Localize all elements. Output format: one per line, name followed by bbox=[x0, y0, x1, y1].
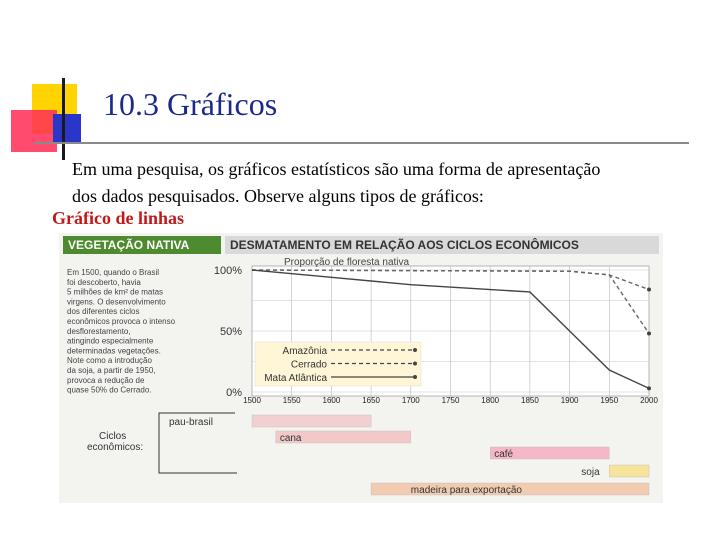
x-tick-label: 1500 bbox=[243, 396, 261, 405]
side-note-line: econômicos provoca o intenso bbox=[67, 317, 176, 326]
side-note-line: provoca a redução de bbox=[67, 375, 145, 385]
cycle-label-4: madeira para exportação bbox=[410, 485, 522, 496]
cycle-bar-0 bbox=[252, 415, 371, 427]
x-tick-label: 1900 bbox=[560, 396, 579, 405]
legend-marker bbox=[413, 375, 417, 379]
side-note-line: Em 1500, quando o Brasil bbox=[67, 268, 160, 277]
series-end-marker-0 bbox=[647, 288, 651, 292]
side-note-line: da soja, a partir de 1950, bbox=[67, 366, 156, 375]
legend-marker bbox=[413, 362, 417, 366]
slide-title: 10.3 Gráficos bbox=[103, 86, 278, 122]
series-end-marker-2 bbox=[647, 386, 651, 390]
side-note-line: 5 milhões de km² de matas bbox=[67, 287, 164, 297]
series-end-marker-1 bbox=[647, 331, 651, 335]
decor-red-square bbox=[11, 110, 57, 152]
y-axis-label: Proporção de floresta nativa bbox=[284, 257, 410, 268]
chart-subheading: Gráfico de linhas bbox=[52, 208, 185, 228]
x-tick-label: 1650 bbox=[362, 396, 380, 405]
side-note-line: determinadas vegetações. bbox=[67, 346, 161, 356]
body-line-2: dos dados pesquisados. Observe alguns tipos de gráficos: bbox=[72, 186, 484, 206]
legend-label: Amazônia bbox=[282, 346, 327, 357]
x-tick-label: 1850 bbox=[521, 396, 539, 405]
y-tick-label: 50% bbox=[219, 326, 242, 338]
side-note-line: atingindo especialmente bbox=[67, 336, 154, 346]
cycle-label-1: cana bbox=[279, 433, 302, 444]
decor-blue-square bbox=[53, 114, 81, 142]
cycles-label-line: econômicos: bbox=[87, 442, 144, 453]
side-note-line: desflorestamento, bbox=[67, 326, 131, 336]
x-tick-label: 1750 bbox=[441, 396, 460, 405]
x-tick-label: 1600 bbox=[322, 396, 341, 405]
chart-header-left-text: VEGETAÇÃO NATIVA bbox=[68, 238, 190, 252]
decor-vertical-line bbox=[62, 78, 65, 160]
cycle-label-0: pau-brasil bbox=[169, 417, 213, 428]
x-tick-label: 1700 bbox=[401, 396, 420, 405]
chart-figure bbox=[59, 233, 663, 503]
deforestation-chart bbox=[59, 233, 663, 503]
side-note-line: virgens. O desenvolvimento bbox=[67, 297, 166, 307]
title-underline bbox=[34, 142, 689, 144]
x-tick-label: 1550 bbox=[282, 396, 301, 405]
x-tick-label: 1950 bbox=[600, 396, 619, 405]
side-note-line: quase 50% do Cerrado. bbox=[67, 385, 152, 395]
y-tick-label: 100% bbox=[213, 265, 242, 277]
y-tick-label: 0% bbox=[226, 387, 242, 399]
body-line-1: Em uma pesquisa, os gráficos estatísticos são uma forma de apresentação bbox=[72, 159, 601, 179]
side-note-line: Note como a introdução bbox=[67, 356, 152, 366]
cycle-label-2: café bbox=[494, 449, 514, 460]
legend-label: Mata Atlântica bbox=[264, 373, 327, 384]
side-note-line: dos diferentes ciclos bbox=[67, 307, 140, 317]
x-tick-label: 2000 bbox=[640, 396, 658, 405]
chart-title: DESMATAMENTO EM RELAÇÃO AOS CICLOS ECONÔMICOS bbox=[230, 238, 579, 252]
side-note-line: foi descoberto, havia bbox=[67, 277, 141, 287]
legend-marker bbox=[413, 348, 417, 352]
x-tick-label: 1800 bbox=[481, 396, 500, 405]
legend-label: Cerrado bbox=[290, 359, 327, 371]
cycles-label-line: Ciclos bbox=[99, 431, 127, 442]
cycle-label-3: soja bbox=[581, 467, 600, 478]
slide-body bbox=[72, 156, 692, 210]
cycle-bar-3 bbox=[609, 465, 649, 477]
